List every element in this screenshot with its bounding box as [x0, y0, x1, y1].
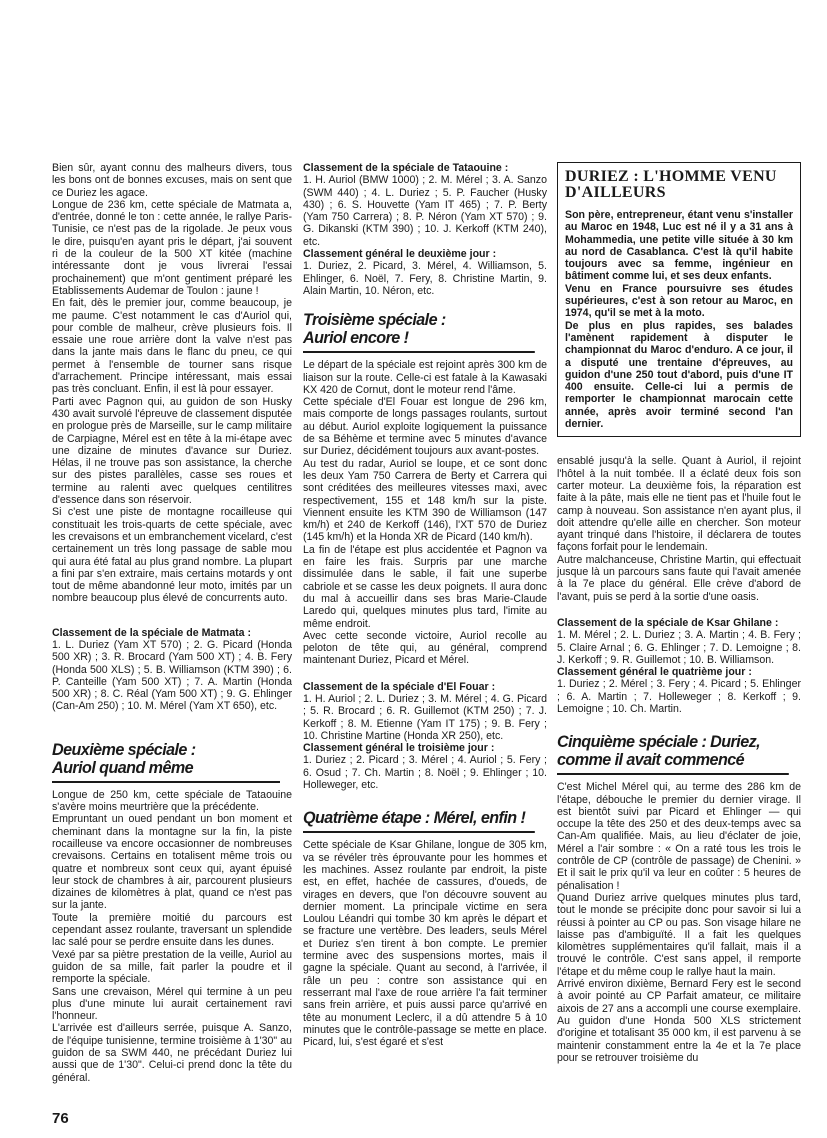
paragraph: Vexé par sa piètre prestation de la veille, Auriol au guidon de sa mille, fait parler la poudre et il remporte la spéciale.	[52, 948, 292, 986]
classement-body: 1. Duriez ; 2. Mérel ; 3. Fery ; 4. Picard ; 5. Ehlinger ; 6. A. Martin ; 7. Holleweger ; 8. Kerkoff ; 9. Lemoigne ; 10. Ch. Martin.	[557, 678, 801, 715]
section-title-cinquieme	[557, 733, 789, 775]
paragraph: Avec cette seconde victoire, Auriol recolle au peloton de tête qui, au général, comprend maintenant Duriez, Picard et Mérel.	[303, 629, 547, 667]
classement-title: Classement général le quatrième jour :	[557, 666, 752, 679]
box-paragraph: Venu en France poursuivre ses études supérieures, c'est à son retour au Maroc, en 1974, qu'il se met à la moto.	[565, 282, 793, 320]
paragraph: Arrivé environ dixième, Bernard Fery est le second à avoir pointé au CP Parfait amateur, ce militaire aixois de 27 ans a accompli une course exemplaire. Au guidon d'une Honda 500 XLS strictement d'origine et totalisant 35 000 km, il est parvenu à se maintenir constamment entre la 4e et la 7e place pour se retrouver troisième du	[557, 978, 801, 1064]
paragraph: Empruntant un oued pendant un bon moment et cheminant dans la montagne sur la fin, la piste rocailleuse va encore occasionner de nombreuses crevaisons. Certains en totalisent même trois ou quatre et nombreux sont ceux qui, ayant épuisé leur stock de chambres à air, parcourent plusieurs dizaines de kilomètres à plat, quand ce n'est pas sur la jante.	[52, 813, 292, 912]
paragraph: Si c'est une piste de montagne rocailleuse qui constituait les trois-quarts de cette spéciale, avec les crevaisons et un embranchement vicelard, c'est certainement un très long passage de sable mou qui aura été fatal au plus grand nombre. La plupart a fini par s'en extraire, mais certains motards y ont tout de même abandonné leur moto, imités par un nombre beaucoup plus élevé de concurrents auto.	[52, 506, 292, 605]
paragraph: C'est Michel Mérel qui, au terme des 286 km de l'étape, débouche le premier du dernier virage. Il est bientôt suivi par Picard et Ehlinger — qui occupe la tête des 250 et des deux-temps avec sa Can-Am qualifiée. Mais, au lieu d'éclater de joie, Mérel a l'air sombre : « On a raté tous les trois le contrôle de CP (contrôle de passage) de Chenini. » Et il sait le prix qu'il va leur en coûter : 5 heures de pénalisation !	[557, 781, 801, 892]
paragraph: Longue de 236 km, cette spéciale de Matmata a, d'entrée, donné le ton : cette année, le rallye Paris-Tunisie, ce n'est pas de la rigolade. Je peux vous le dire, puisqu'en ayant pris le départ, j'ai souvent ri de la couleur de la 500 XT kitée (machine intéressante dont je vous livrerai l'essai prochainement) que m'ont gentiment préparé les Etablissements Audemar de Toulon : jaune !	[52, 198, 292, 297]
paragraph: L'arrivée est d'ailleurs serrée, puisque A. Sanzo, de l'équipe tunisienne, termine troisième à 1'30" au guidon de sa SWM 440, ne précédant Duriez lui aussi que de 1'30". Celui-ci prend donc la tête du général.	[52, 1022, 292, 1084]
paragraph: La fin de l'étape est plus accidentée et Pagnon va en faire les frais. Surpris par une marche dissimulée dans le sable, il fait une superbe cabriole et se casse les deux poignets. Il aura donc du mal à accueillir dans ses bras Marie-Claude Laredo qui, quelques minutes plus tard, l'imite au même endroit.	[303, 543, 547, 630]
paragraph: Parti avec Pagnon qui, au guidon de son Husky 430 avait survolé l'épreuve de classement disputée en prologue près de Marseille, sur le camp militaire de Carpiagne, Mérel est en tête à la mi-étape avec une dizaine de minutes d'avance sur Duriez. Hélas, il ne trouve pas son assistance, la cherche sur des pistes parallèles, casse ses roues et termine au ralenti avec quelques centilitres d'essence dans son réservoir.	[52, 395, 292, 507]
box-title	[565, 169, 793, 201]
paragraph: Bien sûr, ayant connu des malheurs divers, tous les bons ont de bonnes excuses, mais on sent que ce Duriez les agace.	[52, 162, 292, 199]
paragraph: Longue de 250 km, cette spéciale de Tataouine s'avère moins meurtrière que la précédente.	[52, 788, 292, 814]
paragraph: En fait, dès le premier jour, comme beaucoup, je me paume. C'est notamment le cas d'Auriol qui, pour comble de malheur, crève plusieurs fois. Il essaie une roue arrière dont la valve n'est pas dans la jante mais dans le flanc du pneu, ce qui permet à l'ensemble de tourner sans risque d'arrachement. Principe intéressant, mais essai pas très concluant. Enfin, il est là pour essayer.	[52, 297, 292, 396]
sidebar-box-duriez	[557, 162, 801, 437]
classement-body: 1. H. Auriol ; 2. L. Duriez ; 3. M. Mérel ; 4. G. Picard ; 5. R. Brocard ; 6. R. Guillemot (KTM 250) ; 7. J. Kerkoff ; 8. M. Etienne (Yam IT 175) ; 9. B. Fery ; 10. Christine Martine (Honda XR 250), etc.	[303, 692, 547, 742]
classement-title: Classement général le deuxième jour :	[303, 248, 497, 261]
section-title-deuxieme	[52, 741, 280, 783]
paragraph: Le départ de la spéciale est rejoint après 300 km de liaison sur la route. Celle-ci est fatale à la Kawasaki KX 420 de Cornut, dont le moteur rend l'âme.	[303, 359, 547, 396]
classement-body: 1. H. Auriol (BMW 1000) ; 2. M. Mérel ; 3. A. Sanzo (SWM 440) ; 4. L. Duriez ; 5. P. Faucher (Husky 430) ; 6. S. Houvette (Yam IT 465) ; 7. P. Berty (Yam 750 Carrera) ; 8. P. Néron (Yam XT 570) ; 9. G. Dikanski (KTM 390) ; 10. J. Kerkoff (KTM 240), etc.	[303, 174, 547, 248]
classement-ksar-ghilane	[557, 617, 801, 715]
column-right	[557, 162, 801, 1064]
section-title-line: Auriol encore !	[303, 328, 409, 348]
classement-title: Classement de la spéciale d'El Fouar :	[303, 680, 496, 693]
classement-body: 1. M. Mérel ; 2. L. Duriez ; 3. A. Martin ; 4. B. Fery ; 5. Claire Arnal ; 6. G. Ehlinger ; 7. D. Lemoigne ; 8. J. Kerkoff ; 9. R. Guillemot ; 10. B. Williamson.	[557, 629, 801, 666]
paragraph: Autre malchanceuse, Christine Martin, qui effectuait jusque là un parcours sans faute qui l'avait amenée à la 7e place du général. Elle crève d'abord de l'avant, puis se perd à la sortie d'une oasis.	[557, 553, 801, 603]
paragraph: ensablé jusqu'à la selle. Quant à Auriol, il rejoint l'hôtel à la nuit tombée. Il a éclaté deux fois son carter moteur. La deuxième fois, la réparation est faite à la pâte, mais elle ne tient pas et l'huile fout le camp à nouveau. Son assistance n'en ayant plus, il doit attendre qu'elle aille en chercher. Son moteur ayant trinqué dans l'histoire, il déclarera de toutes façons forfait pour le lendemain.	[557, 455, 801, 554]
paragraph: Cette spéciale de Ksar Ghilane, longue de 305 km, va se révéler très éprouvante pour les hommes et les machines. Assez roulante par endroit, la piste est, en effet, hachée de cassures, d'oueds, de virages en devers, que l'on découvre souvent au dernier moment. La principale victime en sera Loulou Léandri qui tombe 30 km après le départ et se fracture une vertèbre. Des leaders, seuls Mérel et Duriez s'en tirent à bon compte. Le premier termine avec des suspensions mortes, mais il gagne la spéciale. Quant au second, à l'arrivée, il râle un peu : contre son assistance qui en resserrant mal l'axe de roue arrière l'a fait terminer sans frein arrière, et puis aussi parce qu'arrivé en tête au monument Leclerc, il a dû attendre 5 à 10 minutes que le contrôle-passage se mette en place. Picard, lui, s'est égaré et s'est	[303, 839, 547, 1049]
classement-title: Classement général le troisième jour :	[303, 742, 495, 755]
section-title-line: Deuxième spéciale :	[52, 739, 196, 759]
classement-body: 1. Duriez, 2. Picard, 3. Mérel, 4. Williamson, 5. Ehlinger, 6. Noël, 7. Fery, 8. Christine Martin, 9. Alain Martin, 10. Néron, etc.	[303, 260, 547, 297]
section-title-line: Troisième spéciale :	[303, 310, 446, 330]
column-left	[52, 162, 292, 1084]
section-title-line: Auriol quand même	[52, 757, 194, 777]
section-title-troisieme	[303, 311, 535, 353]
classement-matmata	[52, 627, 292, 713]
page-number: 76	[52, 1110, 69, 1127]
paragraph: Sans une crevaison, Mérel qui termine à un peu plus d'une minute lui aurait certainement ravi l'honneur.	[52, 985, 292, 1023]
box-paragraph: De plus en plus rapides, ses balades l'amènent rapidement à disputer le championnat du Maroc d'enduro. A ce jour, il a disputé une trentaine d'épreuves, au guidon d'une 250 tout d'abord, puis d'une IT 400 ensuite. Celle-ci lui a permis de remporter le championnat marocain cette année, après avoir terminé second l'an dernier.	[565, 319, 793, 431]
section-title-line: Cinquième spéciale : Duriez,	[557, 732, 761, 752]
box-paragraph: Son père, entrepreneur, étant venu s'installer au Maroc en 1948, Luc est né il y a 31 ans à Mohammedia, une petite ville située à 30 km au nord de Casablanca. C'est là qu'il habite toujours avec sa femme, ingénieur en bâtiment comme lui, et ses deux enfants.	[565, 209, 793, 283]
classement-title: Classement de la spéciale de Tataouine :	[303, 162, 509, 174]
paragraph: Au test du radar, Auriol se loupe, et ce sont donc les deux Yam 750 Carrera de Berty et Carrera qui sont créditées des meilleures vitesses maxi, avec respectivement, 155 et 148 km/h sur la piste. Viennent ensuite les KTM 390 de Williamson (147 km/h) et 240 de Kerkoff (146), l'XT 570 de Duriez (145 km/h) et la Honda XR de Picard (140 km/h).	[303, 457, 547, 544]
box-title-line: D'AILLEURS	[565, 184, 666, 201]
paragraph: Cette spéciale d'El Fouar est longue de 296 km, mais comporte de longs passages roulants, surtout au début. Auriol exploite logiquement la puissance de sa Béhème et termine avec 5 minutes d'avance sur Duriez, décidément toujours aux avant-postes.	[303, 396, 547, 458]
section-title-quatrieme	[303, 809, 535, 833]
classement-tataouine	[303, 162, 547, 297]
classement-title: Classement de la spéciale de Ksar Ghilane :	[557, 616, 779, 629]
classement-el-fouar	[303, 681, 547, 792]
box-title-line: DURIEZ : L'HOMME VENU	[565, 168, 777, 185]
paragraph: Quand Duriez arrive quelques minutes plus tard, tout le monde se précipite donc pour savoir si lui a réussi à pointer au CP ou pas. Son visage hilare ne laisse pas d'ambiguïté. Il a fait les quelques kilomètres supplémentaires qu'il fallait, mais il a trouvé le contrôle. C'est sans appel, il remporte l'étape et du même coup le rallye haut la main.	[557, 891, 801, 978]
classement-body: 1. L. Duriez (Yam XT 570) ; 2. G. Picard (Honda 500 XR) ; 3. R. Brocard (Yam 500 XT) ; 4. B. Fery (Honda 500 XLS) ; 5. B. Williamson (KTM 390) ; 6. P. Canteille (Yam 500 XT) ; 7. A. Martin (Honda 500 XR) ; 8. C. Réal (Yam 500 XT) ; 9. G. Ehlinger (Can-Am 250) ; 10. M. Mérel (Yam XT 650), etc.	[52, 638, 292, 713]
column-middle	[303, 162, 547, 1048]
section-title-line: comme il avait commencé	[557, 750, 745, 770]
paragraph: Toute la première moitié du parcours est cependant assez roulante, traversant un splendide lac salé pour se perdre ensuite dans les dunes.	[52, 911, 292, 949]
section-title-line: Quatrième étape : Mérel, enfin !	[303, 808, 526, 828]
classement-title: Classement de la spéciale de Matmata :	[52, 626, 252, 639]
classement-body: 1. Duriez ; 2. Picard ; 3. Mérel ; 4. Auriol ; 5. Fery ; 6. Osud ; 7. Ch. Martin ; 8. Noël ; 9. Ehlinger ; 10. Holleweger, etc.	[303, 754, 547, 792]
